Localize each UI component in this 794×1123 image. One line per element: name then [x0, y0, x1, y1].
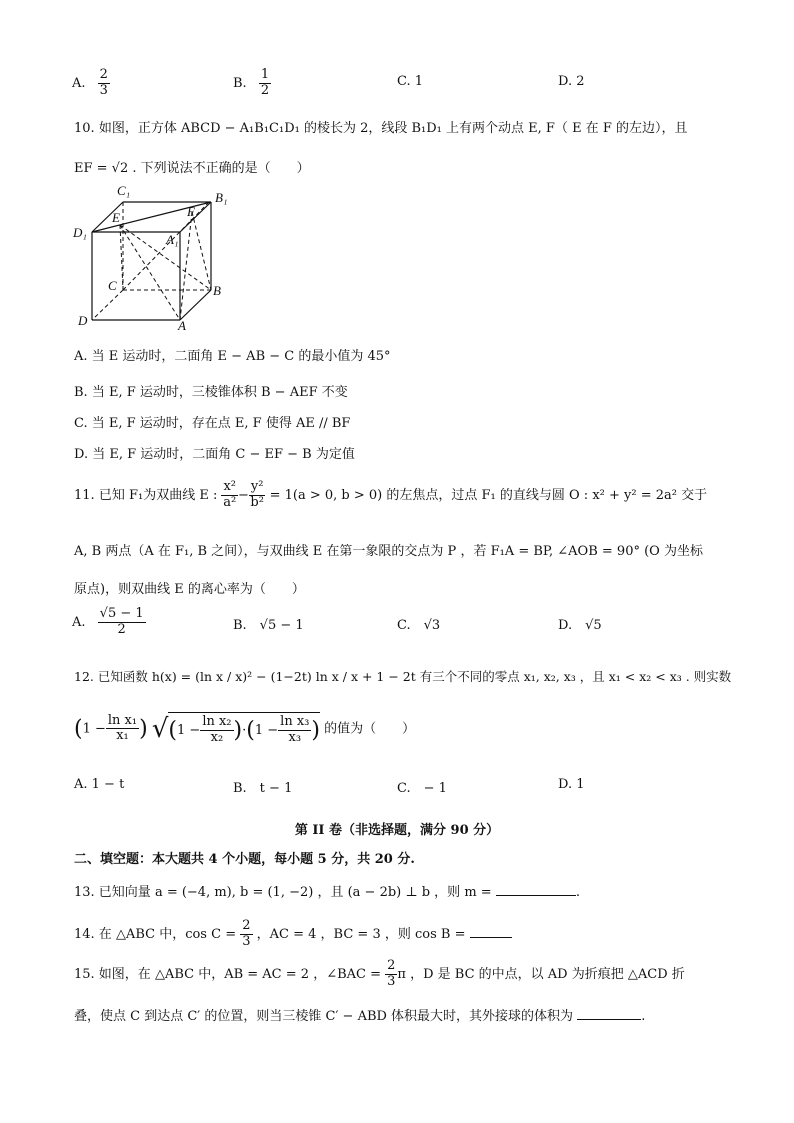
- denominator: a²: [223, 494, 237, 510]
- expr-part: 1 −: [177, 722, 201, 738]
- label-d: D: [78, 313, 88, 328]
- option-label: A.: [72, 75, 86, 91]
- punctuation: .: [641, 1009, 646, 1024]
- label-d1: D₁: [73, 225, 87, 240]
- question-text: 的值为（ ）: [324, 721, 416, 737]
- label-b1: B₁: [215, 190, 228, 205]
- denominator: b²: [250, 494, 264, 510]
- option-value: 1: [414, 74, 424, 89]
- denominator: 3: [242, 933, 251, 949]
- numerator: x²: [223, 479, 237, 494]
- fraction: [240, 919, 252, 950]
- cube-figure: [70, 180, 230, 335]
- label-a: A: [178, 318, 186, 333]
- paren: ): [233, 717, 243, 743]
- q9-option-a: [72, 68, 110, 99]
- question-number: 10.: [74, 121, 95, 136]
- question-number: 12.: [74, 669, 94, 684]
- question-text: π ，D 是 BC 的中点，以 AD 为折痕把 △ACD 折: [397, 966, 685, 982]
- label-e: E: [112, 210, 120, 225]
- question-text: 如图，正方体 ABCD − A₁B₁C₁D₁ 的棱长为 2，线段 B₁D₁ 上有两个动点 E, F（ E 在 F 的左边），且: [98, 121, 688, 136]
- part2-title: 第 II 卷（非选择题，满分 90 分）: [294, 823, 500, 838]
- q11-option-d: D. √5: [558, 618, 602, 633]
- q12-line2: [74, 712, 415, 746]
- q11-option-b: B. √5 − 1: [233, 618, 304, 633]
- q12-option-d: D. 1: [558, 777, 585, 792]
- numerator: ln x₁: [107, 712, 138, 728]
- q9-option-b: [233, 68, 271, 99]
- paren: (: [74, 716, 83, 742]
- q9-option-c: [397, 74, 423, 89]
- sqrt-body: (1 − $\frac{\text{ln x₂}}{\text{x₂}}$ )·(1 − $\frac{\text{ln x₃}}{\text{x₃}}$ ): [168, 714, 320, 745]
- question-text: 叠，使点 C 到达点 C′ 的位置，则当三棱锥 C′ − ABD 体积最大时，其外接球的体积为: [74, 1009, 574, 1024]
- denominator: x₃: [288, 729, 302, 745]
- q10-stem-line2: EF = √2 . 下列说法不正确的是（ ）: [74, 161, 310, 176]
- q10-option-c: C. 当 E, F 运动时，存在点 E, F 使得 AE // BF: [74, 416, 351, 431]
- numerator: 2: [242, 918, 251, 933]
- option-label: D.: [558, 74, 573, 89]
- option-label: C.: [397, 74, 411, 89]
- q10-option-d: D. 当 E, F 运动时，二面角 C − EF − B 为定值: [74, 447, 355, 462]
- numerator: 1: [260, 67, 270, 82]
- label-a1: A₁: [166, 232, 179, 247]
- punctuation: .: [575, 885, 580, 900]
- question-text: ，AC = 4 ，BC = 3 ，则 cos B =: [256, 926, 466, 942]
- label-f: F: [187, 204, 195, 219]
- fraction: [200, 715, 233, 746]
- section-heading: 二、填空题：本大题共 4 个小题，每小题 5 分，共 20 分.: [74, 852, 415, 867]
- q15-line2: [74, 1005, 645, 1024]
- question-text: 13. 已知向量 a = (−4, m), b = (1, −2) ，且 (a − 2b) ⊥ b ，则 m =: [74, 885, 492, 900]
- fraction: [278, 715, 311, 746]
- question-text: 已知 F₁为双曲线 E :: [98, 487, 218, 503]
- q12-option-a: A. 1 − t: [74, 777, 125, 792]
- q10-stem-line1: [74, 117, 687, 136]
- q11-line1: 11. 已知 F₁为双曲线 E : $\frac{\text{x²}}{\text{a²}}$ − $\frac{\text{y²}}{\text{b²}}$ = 1(a > 0, b > 0) 的左焦点，过点 F₁ 的直线与圆 O : x² + y² = 2a² 交于: [74, 479, 708, 510]
- numerator: ln x₂: [202, 714, 232, 729]
- denominator: 2: [117, 621, 126, 637]
- paren: (: [246, 717, 255, 743]
- q12-line1: [74, 667, 731, 685]
- fraction-x2-a2: [221, 480, 238, 511]
- numerator: √5 − 1: [99, 606, 144, 621]
- fraction: [98, 68, 110, 99]
- q10-option-b: B. 当 E, F 运动时，三棱锥体积 B − AEF 不变: [74, 385, 348, 400]
- answer-blank[interactable]: [496, 895, 576, 896]
- label-c1: C₁: [117, 183, 131, 198]
- fraction: [259, 68, 271, 99]
- option-label: B.: [233, 75, 247, 91]
- option-value: 2: [576, 74, 585, 89]
- question-text: = 1(a > 0, b > 0) 的左焦点，过点 F₁ 的直线与圆 O : x² + y² = 2a² 交于: [269, 487, 708, 503]
- question-text: 15. 如图，在 △ABC 中，AB = AC = 2 ，∠BAC =: [74, 966, 381, 982]
- label-c: C: [108, 278, 117, 293]
- fraction-y2-b2: [249, 480, 266, 511]
- q12-option-c: C. − 1: [397, 781, 447, 796]
- q13: [74, 881, 580, 900]
- expr-part: 1 −: [82, 721, 106, 737]
- label-b: B: [213, 283, 221, 298]
- question-number: 11.: [74, 487, 95, 503]
- q11-option-c: C. √3: [397, 618, 441, 633]
- option-label: A.: [72, 614, 86, 630]
- numerator: ln x₃: [280, 714, 310, 729]
- answer-blank[interactable]: [470, 937, 512, 938]
- question-text: 已知函数 h(x) = (ln x / x)² − (1−2t) ln x / x + 1 − 2t 有三个不同的零点 x₁, x₂, x₃ ，且 x₁ < x₂ < x₃ . 则实数: [97, 669, 732, 684]
- q14: [74, 919, 512, 950]
- numerator: 2: [99, 67, 108, 82]
- paren: ): [311, 717, 320, 743]
- paren: ): [139, 716, 148, 742]
- denominator: 3: [387, 973, 396, 989]
- q11-line3: 原点)，则双曲线 E 的离心率为（ ）: [74, 582, 305, 597]
- q9-option-d: [558, 74, 585, 89]
- q11-line2: A, B 两点（A 在 F₁, B 之间），与双曲线 E 在第一象限的交点为 P ，若 F₁A = BP, ∠AOB = 90° (O 为坐标: [74, 544, 703, 559]
- paren: (: [168, 717, 178, 743]
- numerator: y²: [250, 479, 264, 494]
- denominator: 3: [99, 82, 108, 98]
- numerator: 2: [387, 958, 396, 973]
- answer-blank[interactable]: [577, 1019, 641, 1020]
- fraction: [106, 714, 139, 745]
- denominator: x₁: [116, 728, 129, 744]
- question-text: 14. 在 △ABC 中，cos C =: [74, 926, 237, 942]
- q10-option-a: A. 当 E 运动时，二面角 E − AB − C 的最小值为 45°: [74, 349, 391, 364]
- q15-line1: [74, 959, 685, 990]
- sqrt-sign: √: [151, 713, 169, 744]
- denominator: 2: [260, 82, 270, 98]
- denominator: x₂: [210, 729, 224, 745]
- q12-option-b: B. t − 1: [233, 781, 293, 796]
- fraction: [385, 959, 397, 990]
- q11-option-a: [72, 607, 146, 638]
- expr-part: 1 −: [254, 722, 279, 738]
- fraction: [98, 607, 146, 638]
